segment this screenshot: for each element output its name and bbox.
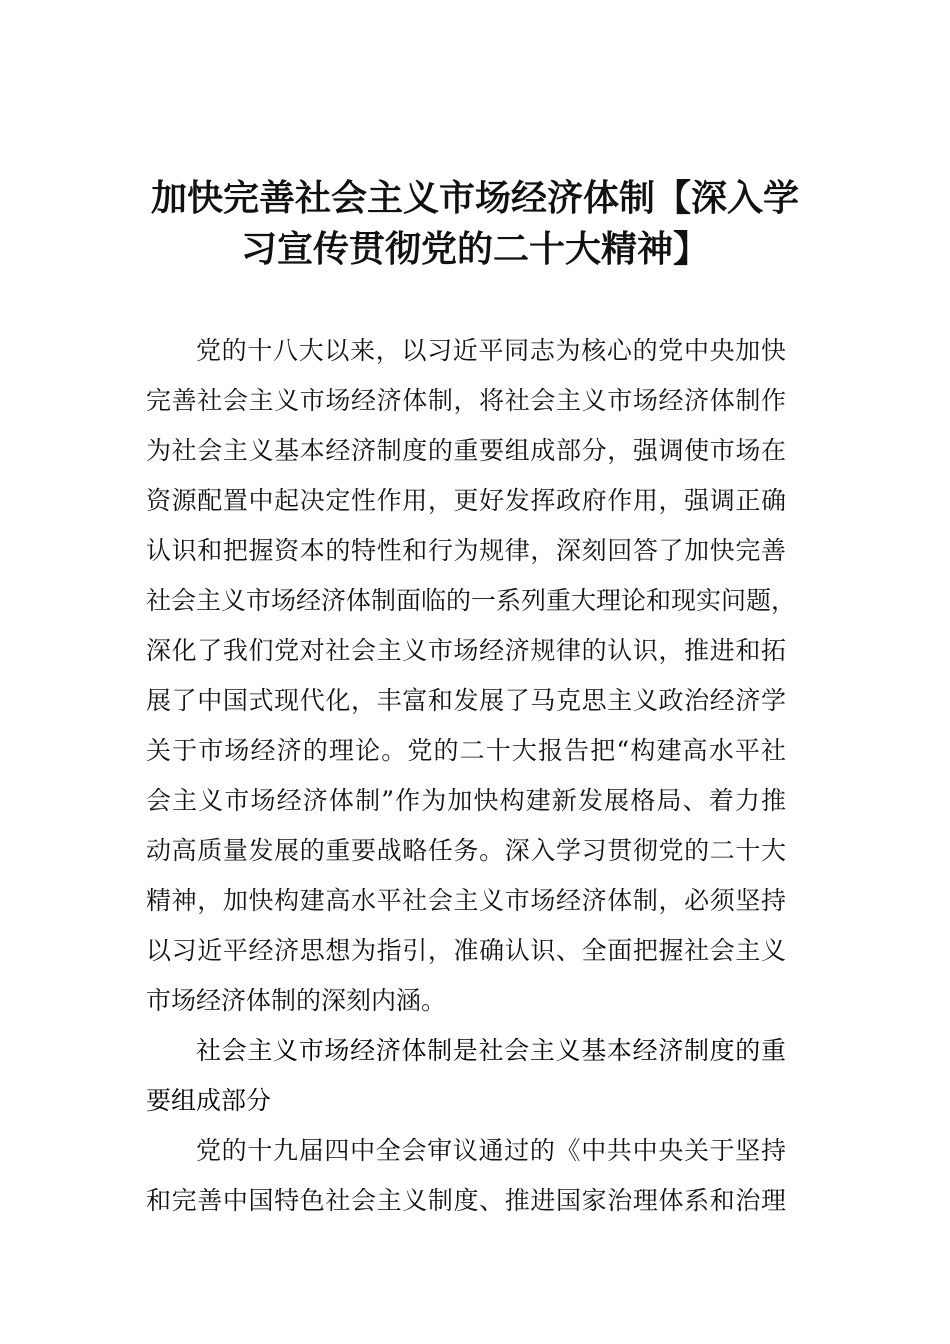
- paragraph-1-line: 为社会主义基本经济制度的重要组成部分，强调使市场在: [146, 436, 786, 465]
- document-title-line-2: 习宣传贯彻党的二十大精神】: [240, 228, 709, 270]
- paragraph-2-line: 和完善中国特色社会主义制度、推进国家治理体系和治理: [146, 1186, 786, 1215]
- document-title-line-1: 加快完善社会主义市场经济体制【深入学: [150, 177, 799, 219]
- paragraph-1-line: 深化了我们党对社会主义市场经济规律的认识，推进和拓: [146, 636, 786, 665]
- paragraph-1-line: 会主义市场经济体制”作为加快构建新发展格局、着力推: [146, 786, 786, 815]
- paragraph-1-line: 社会主义市场经济体制面临的一系列重大理论和现实问题，: [146, 586, 797, 615]
- paragraph-1-line: 以习近平经济思想为指引，准确认识、全面把握社会主义: [146, 936, 786, 965]
- paragraph-1-line: 展了中国式现代化，丰富和发展了马克思主义政治经济学: [146, 686, 786, 715]
- paragraph-1-line: 关于市场经济的理论。党的二十大报告把“构建高水平社: [146, 736, 786, 765]
- section-heading-line: 要组成部分: [146, 1086, 272, 1115]
- paragraph-1-line: 资源配置中起决定性作用，更好发挥政府作用，强调正确: [146, 486, 786, 515]
- paragraph-1-line: 精神，加快构建高水平社会主义市场经济体制，必须坚持: [146, 886, 786, 915]
- section-heading-line: 社会主义市场经济体制是社会主义基本经济制度的重: [196, 1036, 786, 1065]
- paragraph-1-line: 完善社会主义市场经济体制，将社会主义市场经济体制作: [146, 386, 786, 415]
- paragraph-1-line: 党的十八大以来，以习近平同志为核心的党中央加快: [196, 336, 786, 365]
- paragraph-2-line: 党的十九届四中全会审议通过的《中共中央关于坚持: [196, 1136, 786, 1165]
- paragraph-1-line: 市场经济体制的深刻内涵。: [146, 986, 447, 1015]
- paragraph-1-line: 动高质量发展的重要战略任务。深入学习贯彻党的二十大: [146, 836, 786, 865]
- paragraph-1-line: 认识和把握资本的特性和行为规律，深刻回答了加快完善: [146, 536, 786, 565]
